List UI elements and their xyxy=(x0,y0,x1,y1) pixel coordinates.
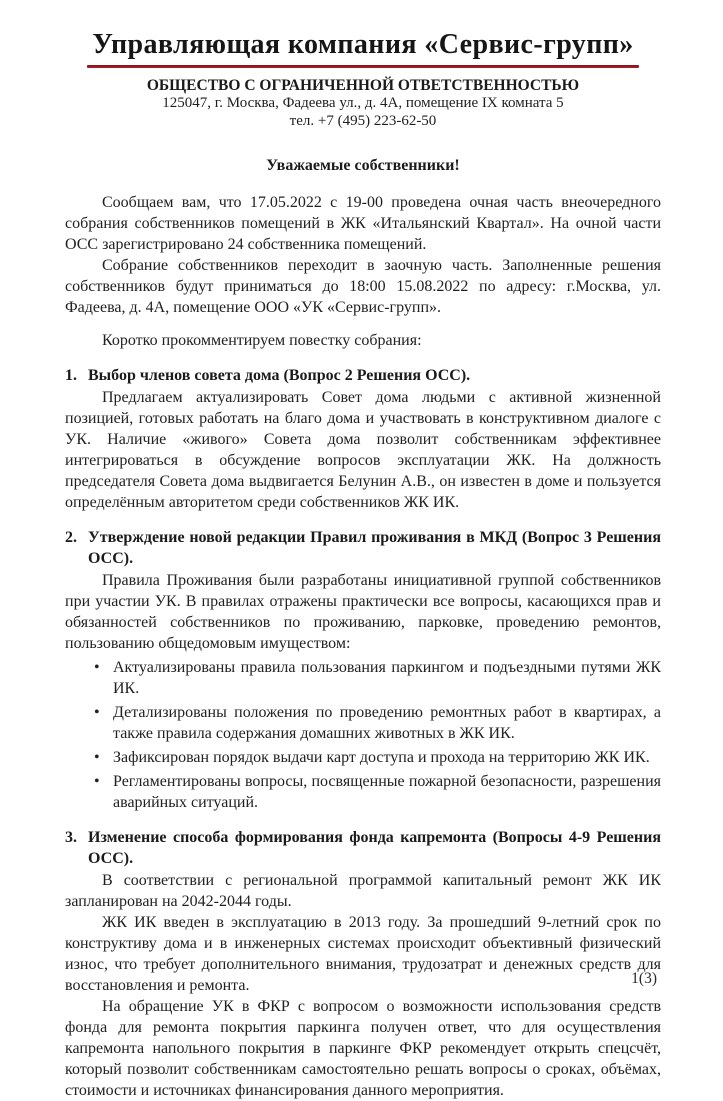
agenda-item-2 xyxy=(65,527,661,813)
intro-paragraph-2: Собрание собственников переходит в заочную часть. Заполненные решения собственников будут приниматься до 18:00 15.08.2022 по адресу: г.Москва, ул. Фадеева, д. 4А, помещение ООО «УК «Сервис-групп». xyxy=(65,257,661,316)
agenda-item-1-heading xyxy=(65,365,661,387)
page-number: 1(3) xyxy=(631,970,657,987)
address-line: 125047, г. Москва, Фадеева ул., д. 4А, помещение IX комната 5 xyxy=(162,95,564,111)
phone-line: тел. +7 (495) 223-62-50 xyxy=(289,112,437,129)
letterhead xyxy=(65,28,661,130)
agenda-item-3-paragraph-1: В соответствии с региональной программой капитальный ремонт ЖК ИК запланирован на 2042-2044 годы. xyxy=(65,871,661,910)
header-rule xyxy=(87,65,639,68)
company-title: Управляющая компания «Сервис-групп» xyxy=(92,29,634,60)
agenda-item-2-paragraph: Правила Проживания были разработаны инициативной группой собственников при участии УК. В правилах отражены практически все вопросы, касающихся прав и обязанностей собственников по проживанию, парковке, проведению ремонтов, пользованию общедомовым имуществом: xyxy=(65,571,661,652)
item-number: 1. xyxy=(65,367,77,384)
salutation: Уважаемые собственники! xyxy=(266,157,460,174)
bullet-list xyxy=(65,657,661,813)
item-title-text: Изменение способа формирования фонда капремонта (Вопросы 4-9 Решения ОСС). xyxy=(88,828,661,867)
bullet-item-1: • Актуализированы правила пользования паркингом и подъездными путями ЖК ИК. xyxy=(65,657,661,699)
item-number: 2. xyxy=(65,528,77,546)
agenda-item-3-heading xyxy=(65,827,661,870)
item-title-text: Выбор членов совета дома (Вопрос 2 Решения ОСС). xyxy=(88,367,471,384)
agenda-lead: Коротко прокомментируем повестку собрания: xyxy=(102,332,422,349)
bullet-item-3: • Зафиксирован порядок выдачи карт доступа и прохода на территорию ЖК ИК. xyxy=(65,747,661,768)
intro-paragraph-1: Сообщаем вам, что 17.05.2022 с 19-00 проведена очная часть внеочередного собрания собственников помещений в ЖК «Итальянский Квартал». На очной части ОСС зарегистрировано 24 собственника помещений. xyxy=(65,194,661,253)
org-type-line: ОБЩЕСТВО С ОГРАНИЧЕННОЙ ОТВЕТСТВЕННОСТЬЮ xyxy=(146,77,580,94)
agenda-item-3-paragraph-3: На обращение УК в ФКР с вопросом о возможности использования средств фонда для ремонта покрытия паркинга получен ответ, что для осуществления капремонта напольного покрытия в паркинге ФКР рекомендует открыть спецсчёт, который позволит собственникам самостоятельно решать вопросы о сроках, объёмах, стоимости и источниках финансирования данного мероприятия. xyxy=(65,997,661,1099)
bullet-item-4: • Регламентированы вопросы, посвященные пожарной безопасности, разрешения аварийных ситуаций. xyxy=(65,771,661,813)
agenda-item-3-paragraph-2: ЖК ИК введен в эксплуатацию в 2013 году. За прошедший 9-летний срок по конструктиву дома и в инженерных системах происходит объективный физический износ, что требует дополнительного внимания, трудозатрат и денежных средств для восстановления и ремонта. xyxy=(65,913,661,994)
item-number: 3. xyxy=(65,828,77,846)
item-title-text: Утверждение новой редакции Правил проживания в МКД (Вопрос 3 Решения ОСС). xyxy=(88,528,661,567)
bullet-item-2: • Детализированы положения по проведению ремонтных работ в квартирах, а также правила содержания домашних животных в ЖК ИК. xyxy=(65,702,661,744)
agenda-item-2-heading xyxy=(65,527,661,570)
agenda-item-1 xyxy=(65,365,661,513)
agenda-item-3 xyxy=(65,827,661,1101)
agenda-item-1-paragraph: Предлагаем актуализировать Совет дома людьми с активной жизненной позицией, готовых работать на благо дома и участвовать в конструктивном диалоге с УК. Наличие «живого» Совета дома позволит собственникам эффективнее интегрироваться в обсуждение вопросов эксплуатации ЖК. На должность председателя Совета дома выдвигается Белунин А.В., он известен в доме и пользуется определённым авторитетом среди собственников ЖК ИК. xyxy=(65,388,661,511)
